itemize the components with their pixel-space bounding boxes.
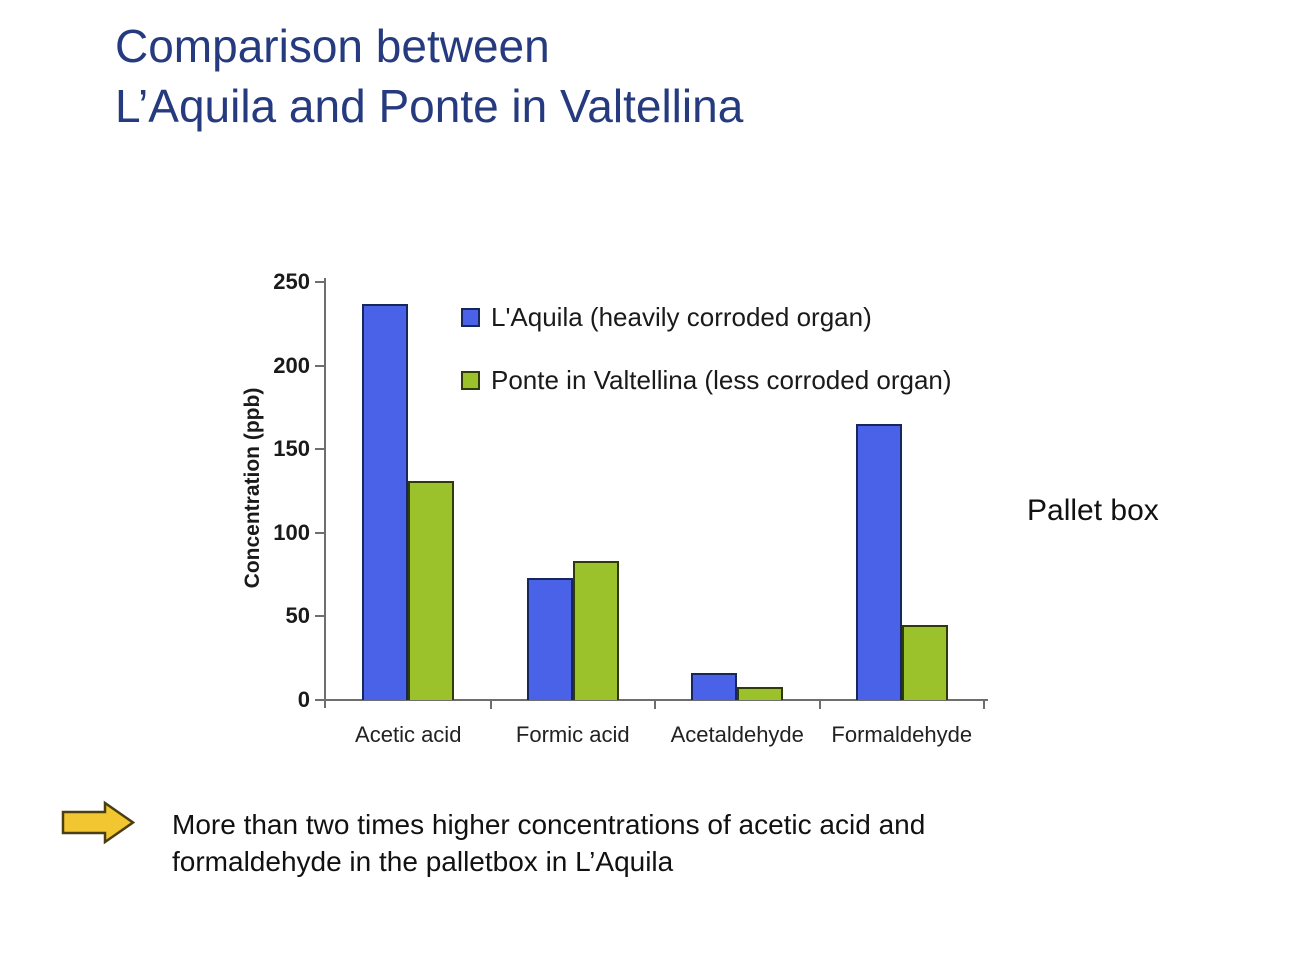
legend-item-laquila [461, 303, 872, 331]
x-tick-2 [654, 700, 656, 709]
y-tick-150 [315, 448, 324, 450]
slide-title-line2: L’Aquila and Ponte in Valtellina [115, 80, 744, 132]
x-tick-3 [819, 700, 821, 709]
y-tick-label-0: 0 [297, 687, 310, 712]
x-category-label-formaldehyde: Formaldehyde [831, 722, 973, 747]
slide-title-line1: Comparison between [115, 20, 550, 72]
y-tick-100 [315, 532, 324, 534]
bar-ponte-in-valtellina-acetic-acid [408, 481, 454, 700]
y-tick-label-100: 100 [273, 519, 310, 545]
y-tick-label-50: 50 [285, 603, 310, 629]
right-block-arrow-icon [58, 798, 140, 850]
legend-swatch-ponte [461, 371, 480, 390]
x-tick-4 [983, 700, 985, 709]
pallet-box-label: Pallet box [1027, 494, 1159, 527]
y-tick-0 [315, 699, 324, 701]
bar-l-aquila-formic-acid [527, 578, 573, 700]
bar-ponte-in-valtellina-formic-acid [573, 561, 619, 700]
x-category-label-acetic-acid: Acetic acid [355, 722, 462, 747]
y-tick-label-200: 200 [273, 352, 310, 378]
legend-label-ponte: Ponte in Valtellina (less corroded organ) [491, 365, 952, 395]
note-line2: formaldehyde in the palletbox in L’Aquila [172, 846, 674, 877]
bar-ponte-in-valtellina-formaldehyde [902, 625, 948, 700]
note-text [172, 806, 1092, 880]
legend-label-laquila: L'Aquila (heavily corroded organ) [491, 302, 872, 332]
bar-l-aquila-formaldehyde [856, 424, 902, 700]
y-tick-label-250: 250 [273, 269, 310, 294]
bar-l-aquila-acetic-acid [362, 304, 408, 700]
note-line1: More than two times higher concentrations of acetic acid and [172, 809, 926, 840]
y-tick-50 [315, 615, 324, 617]
y-axis-title: Concentration (ppb) [241, 387, 264, 589]
legend-item-ponte [461, 366, 952, 394]
y-tick-200 [315, 365, 324, 367]
bar-l-aquila-acetaldehyde [691, 673, 737, 700]
x-category-label-acetaldehyde: Acetaldehyde [670, 722, 804, 747]
y-tick-label-150: 150 [273, 436, 310, 462]
x-category-label-formic-acid: Formic acid [515, 722, 630, 747]
y-tick-250 [315, 281, 324, 283]
bar-ponte-in-valtellina-acetaldehyde [737, 687, 783, 700]
slide-title [115, 16, 743, 136]
x-tick-1 [490, 700, 492, 709]
y-axis-line [324, 278, 326, 708]
legend-swatch-laquila [461, 308, 480, 327]
